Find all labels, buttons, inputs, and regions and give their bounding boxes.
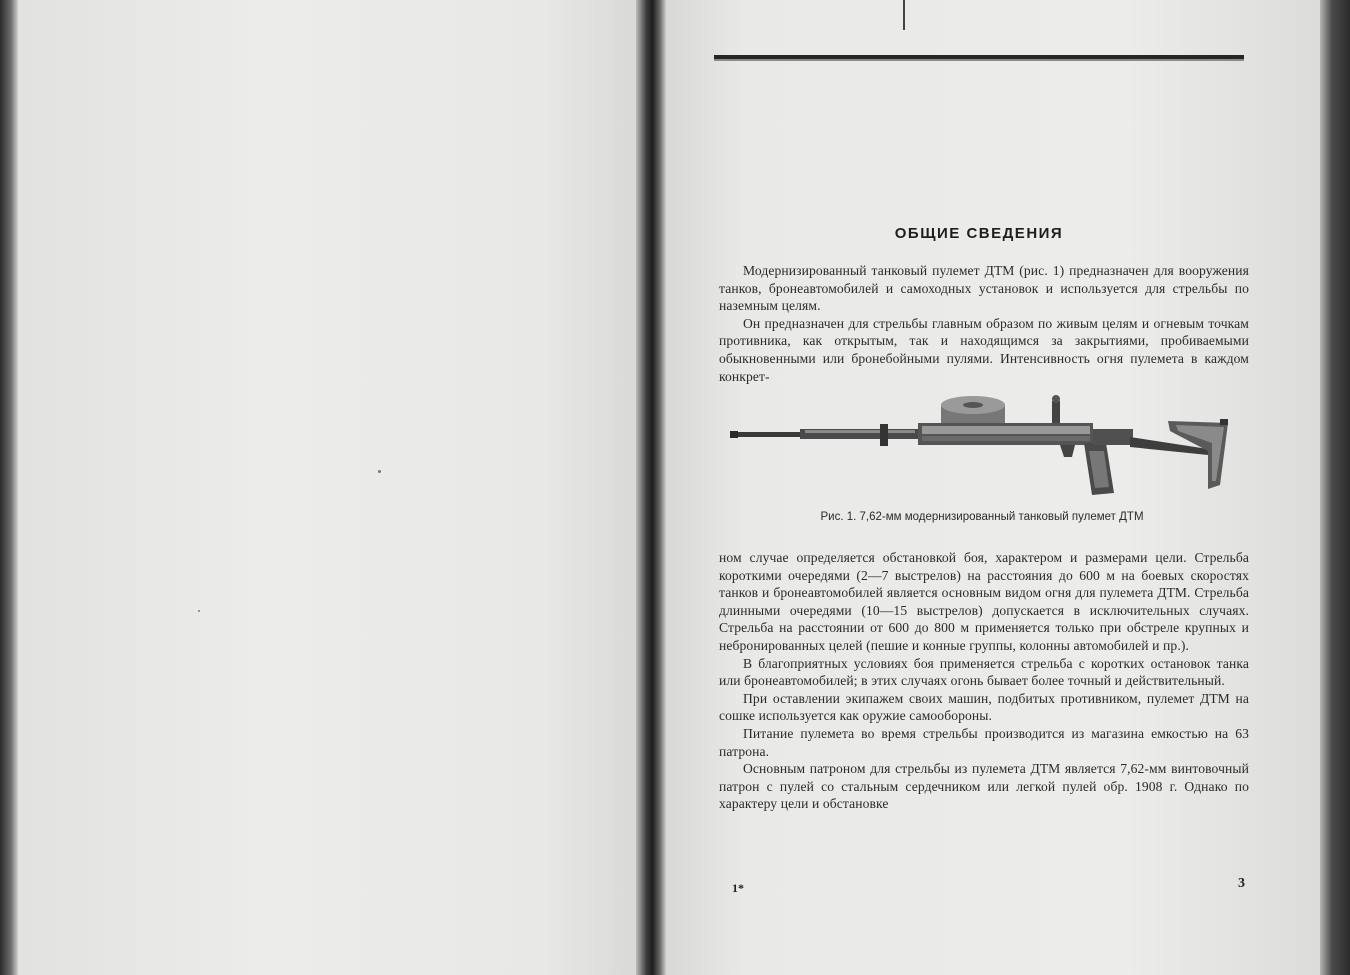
signature-mark: 1* xyxy=(732,881,744,895)
paragraph: ном случае определяется обстановкой боя, характером и размерами цели. Стрельба короткими очередями (2—7 выстрелов) на расстояния до 600 м на боевых скоростях танков и бронеавтомобилей является основным видом огня для пулемета ДТМ. Стрельба длинными очередями (10—15 выстрелов) допускается в исключительных случаях. Стрельба на расстоянии от 600 до 800 м применяется только при обстреле крупных и небронированных целей (пешие и конные группы, колонны автомобилей и пр.). xyxy=(719,550,1249,653)
book-gutter xyxy=(636,0,666,975)
paragraph: Модернизированный танковый пулемет ДТМ (рис. 1) предназначен для вооружения танков, бронеавтомобилей и самоходных установок и используется для стрельбы по наземным целям. xyxy=(719,263,1249,314)
paragraph: При оставлении экипажем своих машин, подбитых противником, пулемет ДТМ на сошке используется как оружие самообороны. xyxy=(719,690,1249,724)
text-block-top xyxy=(719,262,1249,385)
machine-gun-figure xyxy=(730,393,1234,505)
paragraph: Питание пулемета во время стрельбы производится из магазина емкостью на 63 патрона. xyxy=(719,725,1249,759)
paper-speck xyxy=(198,610,200,612)
scan-edge-right xyxy=(1320,0,1350,975)
paragraph: Он предназначен для стрельбы главным образом по живым целям и огневым точкам противника, как открытым, так и находящимся за закрытиями, пробиваемыми обыкновенными или бронебойными пулями. Интенсивность огня пулемета в каждом конкрет- xyxy=(719,315,1249,384)
header-rule xyxy=(714,55,1244,59)
page-tick-mark xyxy=(903,0,905,30)
paragraph: В благоприятных условиях боя применяется стрельба с коротких остановок танка или бронеавтомобилей; в этих случаях огонь бывает более точный и действительный. xyxy=(719,655,1249,689)
machine-gun-illustration-icon xyxy=(730,393,1234,505)
figure-caption: Рис. 1. 7,62-мм модернизированный танковый пулемет ДТМ xyxy=(820,511,1144,523)
section-title: ОБЩИЕ СВЕДЕНИЯ xyxy=(894,225,1064,242)
scan-edge-left xyxy=(0,0,18,975)
text-block-bottom xyxy=(719,549,1249,813)
paper-speck xyxy=(378,470,381,473)
blank-left-page xyxy=(18,0,636,975)
paragraph: Основным патроном для стрельбы из пулемета ДТМ является 7,62-мм винтовочный патрон с пулей со стальным сердечником или легкой пулей обр. 1908 г. Однако по характеру цели и обстановке xyxy=(719,761,1249,812)
page-number: 3 xyxy=(1238,876,1245,891)
